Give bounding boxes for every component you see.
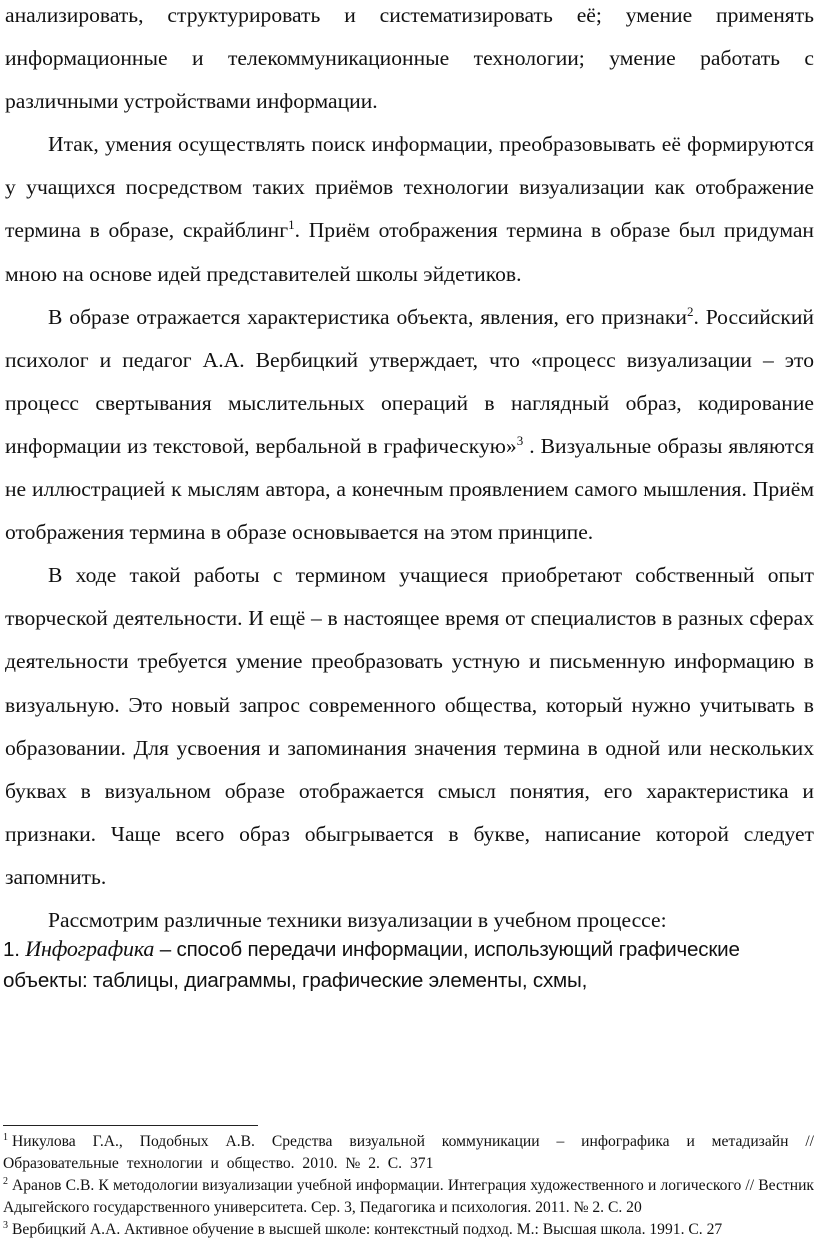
footnote-ref-2[interactable]: 2 <box>686 303 694 319</box>
footnotes <box>3 1131 814 1241</box>
footnote-3-number: 3 <box>3 1220 8 1231</box>
paragraph-3 <box>5 296 814 555</box>
paragraph-4: В ходе такой работы с термином учащиеся приобретают собственный опыт творческой деятельности. И ещё – в настоящее время от специалистов в разных сферах деятельности требуется умение преобразовать устную и письменную информацию в визуальную. Это новый запрос современного общества, который нужно учитывать в образовании. Для усвоения и запоминания значения термина в одной или нескольких буквах в визуальном образе отображается смысл понятия, его характеристика и признаки. Чаще всего образ обыгрывается в букве, написание которой следует запомнить. <box>5 563 814 889</box>
footnote-3-text: Вербицкий А.А. Активное обучение в высшей школе: контекстный подход. М.: Высшая школа. 1991. С. 27 <box>12 1221 723 1238</box>
paragraph-3-text-a: В образе отражается характеристика объекта, явления, его признаки <box>48 304 687 329</box>
footnote-2-text: Аранов С.В. К методологии визуализации учебной информации. Интеграция художественного и логического // Вестник Адыгейского государственного университета. Сер. 3, Педагогика и психология. 2011. № 2. С. 20 <box>3 1177 814 1216</box>
list-item-infographics <box>3 933 814 996</box>
footnote-ref-1[interactable]: 1 <box>288 217 295 233</box>
paragraph-1: анализировать, структурировать и систематизировать её; умение применять информационные и телекоммуникационные технологии; умение работать с различными устройствами информации. <box>5 3 814 114</box>
paragraph-3-text-b: . Российский психолог и педагог А.А. Вербицкий утверждает, что «процесс визуализации – это процесс свертывания мыслительных операций в наглядный образ, кодирование информации из текстовой, вербальной в графическую» <box>5 304 814 458</box>
footnote-1-number: 1 <box>3 1132 8 1143</box>
footnote-2-number: 2 <box>3 1176 8 1187</box>
footnote-3 <box>3 1219 814 1241</box>
footnote-1 <box>3 1131 814 1175</box>
list-item-term: Инфографика <box>25 936 155 961</box>
list-item-definition: – способ передачи информации, использующий графические объекты: таблицы, диаграммы, графические элементы, схмы, <box>3 938 740 992</box>
paragraph-2 <box>5 123 814 295</box>
paragraph-3-text-c: . Визуальные образы являются не иллюстрацией к мыслям автора, а конечным проявлением самого мышления. Приём отображения термина в образе основывается на этом принципе. <box>5 433 815 545</box>
paragraph-2-text-a: Итак, умения осуществлять поиск информации, преобразовывать её формируются у учащихся посредством таких приёмов технологии визуализации как отображение термина в образе, скрайблинг <box>5 132 814 243</box>
footnote-2 <box>3 1175 814 1219</box>
footnote-ref-3[interactable]: 3 <box>516 432 524 448</box>
footnote-separator <box>3 1125 258 1126</box>
paragraph-5: Рассмотрим различные техники визуализации в учебном процессе: <box>48 907 667 932</box>
footnote-1-text: Никулова Г.А., Подобных А.В. Средства визуальной коммуникации – инфографика и метадизайн // Образовательные технологии и общество. 2010. № 2. С. 371 <box>3 1133 814 1172</box>
list-item-number: 1. <box>3 938 26 961</box>
paragraph-2-text-b: . Приём отображения термина в образе был придуман мною на основе идей представителей школы эйдетиков. <box>5 218 814 286</box>
body-text <box>5 0 814 942</box>
